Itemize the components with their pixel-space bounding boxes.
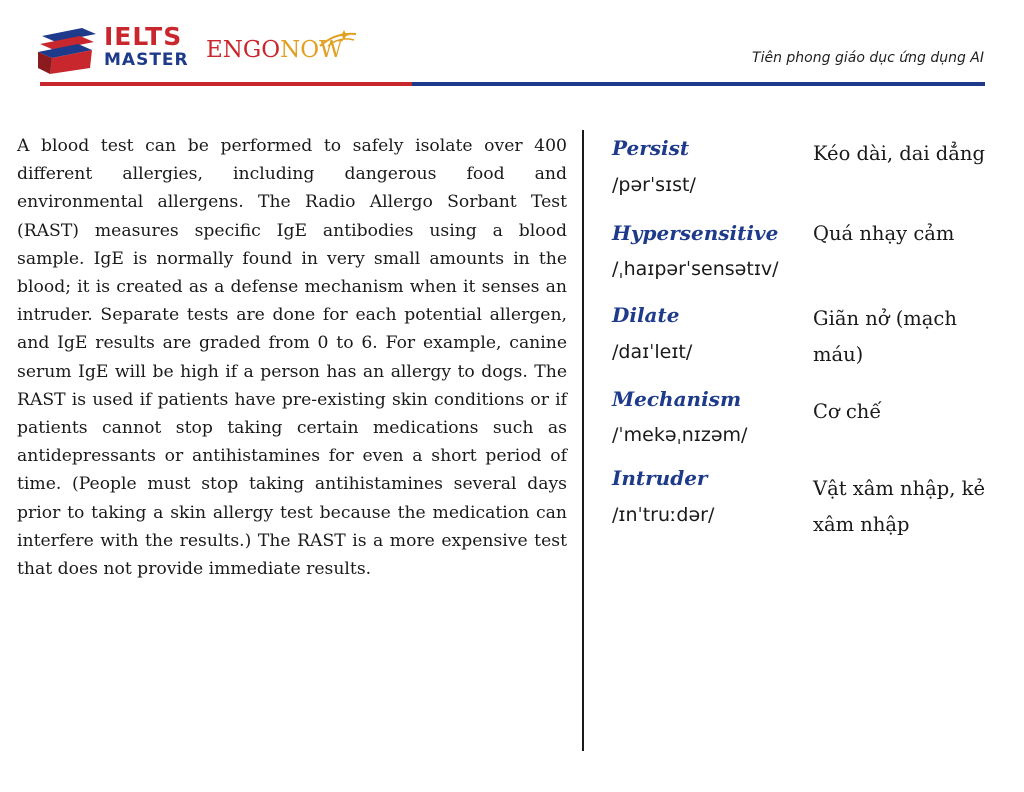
page-header bbox=[0, 0, 1024, 90]
ielts-master-logo-icon bbox=[38, 22, 98, 74]
vocab-meaning: Cơ chế bbox=[813, 400, 882, 423]
vocab-meaning: Quá nhạy cảm bbox=[813, 222, 955, 245]
vocab-ipa: /ɪnˈtruːdər/ bbox=[612, 504, 715, 526]
header-rule-blue bbox=[412, 82, 985, 86]
vocab-ipa: /ˌhaɪpərˈsensətɪv/ bbox=[612, 258, 779, 280]
vocab-meaning: Giãn nở (mạch máu) bbox=[813, 307, 957, 366]
brand-subname: MASTER bbox=[104, 50, 189, 70]
vocab-term: Hypersensitive bbox=[612, 221, 779, 245]
brand-name: IELTS bbox=[104, 22, 183, 51]
vocab-term: Mechanism bbox=[612, 387, 742, 411]
vocab-ipa: /pərˈsɪst/ bbox=[612, 174, 696, 196]
partner-logo-part2: NOW bbox=[280, 37, 343, 63]
header-rule-red bbox=[40, 82, 412, 86]
partner-logo-part1: ENGO bbox=[206, 37, 281, 63]
vocab-term: Persist bbox=[612, 136, 690, 160]
column-divider bbox=[582, 130, 584, 751]
vocab-term: Intruder bbox=[612, 466, 708, 490]
vocab-ipa: /ˈmekəˌnɪzəm/ bbox=[612, 424, 748, 446]
tagline: Tiên phong giáo dục ứng dụng AI bbox=[752, 50, 984, 66]
reading-passage: A blood test can be performed to safely isolate over 400 different allergies, including dangerous food and environmental allergens. The Radio Allergo Sorbant Test (RAST) measures specific IgE antibodies using a blood sample. IgE is normally found in very small amounts in the blood; it is created as a defense mechanism when it senses an intruder. Separate tests are done for each potential allergen, and IgE results are graded from 0 to 6. For example, canine serum IgE will be high if a person has an allergy to dogs. The RAST is used if patients have pre-existing skin conditions or if patients cannot stop taking certain medications such as antidepressants or antihistamines for even a short period of time. (People must stop taking antihistamines several days prior to taking a skin allergy test because the medication can interfere with the results.) The RAST is a more expensive test that does not provide immediate results. bbox=[17, 136, 567, 580]
vocab-ipa: /daɪˈleɪt/ bbox=[612, 341, 693, 363]
vocab-meaning: Vật xâm nhập, kẻ xâm nhập bbox=[813, 477, 986, 536]
sparkle-icon bbox=[318, 28, 358, 48]
vocab-term: Dilate bbox=[612, 303, 680, 327]
vocab-meaning: Kéo dài, dai dẳng bbox=[813, 142, 985, 165]
